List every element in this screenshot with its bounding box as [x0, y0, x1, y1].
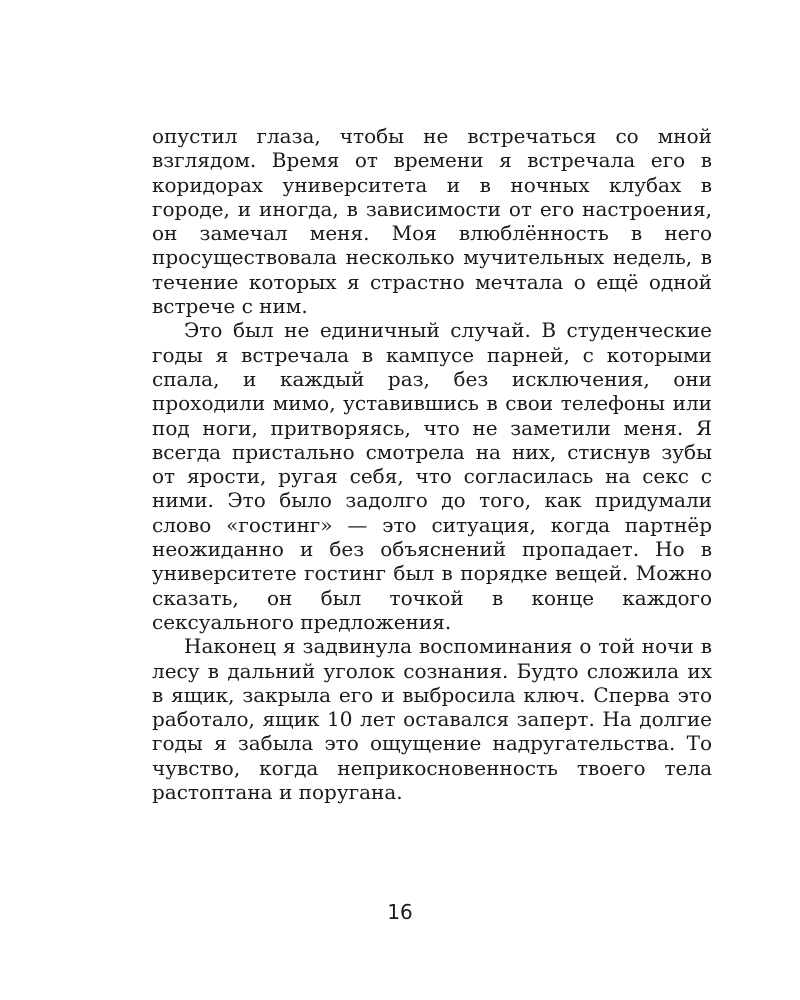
page-number: 16 [387, 900, 413, 924]
body-text [152, 124, 712, 804]
paragraph-ghosting: Это был не единичный случай. В студенческие годы я встречала в кампусе парней, с которыми спала, и каждый раз, без исключения, они проходили мимо, уставившись в свои телефоны или под ноги, притворяясь, что не заметили меня. Я всегда пристально смотрела на них, стиснув зубы от ярости, ругая себя, что согласилась на секс с ними. Это было задолго до того, как придумали слово «гостинг» — это ситуация, когда партнёр неожиданно и без объяснений пропадает. Но в университете гостинг был в порядке вещей. Можно сказать, он был точкой в конце каждого сексуального предложения. [152, 318, 712, 634]
paragraph-memories: Наконец я задвинула воспоминания о той ночи в лесу в дальний уголок сознания. Будто сложила их в ящик, закрыла его и выбросила ключ. Сперва это работало, ящик 10 лет оставался заперт. На долгие годы я забыла это ощущение надругательства. То чувство, когда неприкосновенность твоего тела растоптана и поругана. [152, 634, 712, 805]
paragraph-continuation: опустил глаза, чтобы не встречаться со мной взглядом. Время от времени я встречала его в коридорах университета и в ночных клубах в городе, и иногда, в зависимости от его настроения, он замечал меня. Моя влюблённость в него просуществовала несколько мучительных недель, в течение которых я страстно мечтала о ещё одной встрече с ним. [152, 124, 712, 319]
